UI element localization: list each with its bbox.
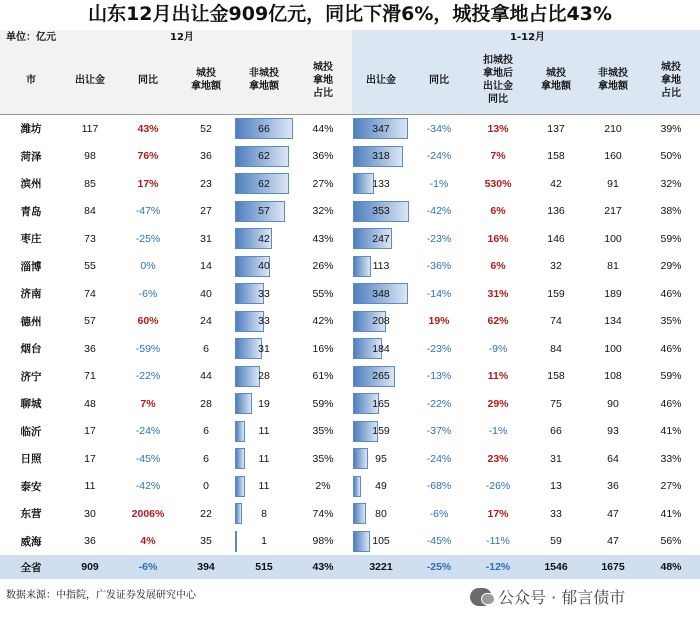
- cell-ytd_ct: 74: [550, 315, 562, 328]
- cell-ytd_revenue: 80: [375, 507, 387, 520]
- cell-ytd_ex_yoy: -1%: [488, 425, 508, 438]
- cell-city: 日照: [20, 453, 42, 466]
- cell-city: 潍坊: [20, 123, 42, 136]
- cell-dec_yoy: 4%: [140, 535, 156, 548]
- cell-ytd_ex_yoy: 31%: [487, 287, 509, 300]
- cell-city: 济南: [20, 288, 42, 301]
- total-dec-share: 43%: [312, 561, 334, 573]
- cell-dec_ct: 22: [200, 507, 212, 520]
- cell-dec_share: 26%: [312, 260, 334, 273]
- cell-dec_nonct: 40: [258, 260, 270, 273]
- table-row: [0, 170, 700, 198]
- cell-ytd_revenue: 318: [372, 150, 390, 163]
- cell-dec_revenue: 55: [84, 260, 96, 273]
- cell-dec_ct: 0: [203, 480, 209, 493]
- cell-ytd_yoy: -42%: [426, 205, 452, 218]
- column-header-row: [0, 46, 700, 114]
- cell-city: 临沂: [20, 425, 42, 438]
- cell-city: 淄博: [20, 260, 42, 273]
- cell-ytd_ct: 31: [550, 452, 562, 465]
- cell-dec_revenue: 17: [84, 425, 96, 438]
- cell-dec_ct: 24: [200, 315, 212, 328]
- cell-city: 青岛: [20, 205, 42, 218]
- cell-dec_yoy: -24%: [135, 425, 161, 438]
- cell-ytd_revenue: 353: [372, 205, 390, 218]
- cell-dec_share: 55%: [312, 287, 334, 300]
- cell-ytd_revenue: 95: [375, 452, 387, 465]
- total-city: 全省: [20, 561, 42, 574]
- cell-ytd_nonct: 160: [604, 150, 622, 163]
- cell-dec_share: 98%: [312, 535, 334, 548]
- total-ytd-yoy: -25%: [426, 561, 452, 573]
- cell-city: 菏泽: [20, 150, 42, 163]
- table-row: [0, 390, 700, 418]
- total-ytd-nonct: 1675: [601, 561, 625, 573]
- cell-dec_yoy: 60%: [137, 315, 159, 328]
- cell-ytd_revenue: 165: [372, 397, 390, 410]
- cell-ytd_nonct: 93: [607, 425, 619, 438]
- cell-city: 济宁: [20, 370, 42, 383]
- cell-ytd_ex_yoy: 17%: [487, 507, 509, 520]
- cell-ytd_revenue: 247: [372, 232, 390, 245]
- cell-ytd_ex_yoy: 6%: [490, 260, 506, 273]
- header-ytd-share: 城投 拿地 占比: [661, 61, 681, 99]
- cell-dec_revenue: 74: [84, 287, 96, 300]
- table-row: [0, 115, 700, 143]
- cell-dec_revenue: 73: [84, 232, 96, 245]
- cell-ytd_yoy: -23%: [426, 342, 452, 355]
- cell-dec_yoy: -42%: [135, 480, 161, 493]
- cell-ytd_ex_yoy: -9%: [488, 342, 508, 355]
- cell-ytd_ex_yoy: 11%: [487, 370, 509, 383]
- cell-dec_ct: 40: [200, 287, 212, 300]
- header-dec-share: 城投 拿地 占比: [313, 61, 333, 99]
- cell-dec_yoy: 43%: [137, 122, 159, 135]
- cell-ytd_revenue: 133: [372, 177, 390, 190]
- cell-ytd_share: 46%: [660, 397, 682, 410]
- cell-dec_revenue: 117: [81, 122, 99, 135]
- cell-dec_share: 43%: [312, 232, 334, 245]
- cell-dec_yoy: 0%: [140, 260, 156, 273]
- cell-ytd_ex_yoy: 16%: [487, 232, 509, 245]
- table-row: [0, 253, 700, 281]
- cell-ytd_ct: 33: [550, 507, 562, 520]
- cell-dec_share: 36%: [312, 150, 334, 163]
- cell-dec_yoy: -59%: [135, 342, 161, 355]
- cell-ytd_yoy: -22%: [426, 397, 452, 410]
- cell-dec_nonct: 66: [258, 122, 270, 135]
- cell-city: 烟台: [20, 343, 42, 356]
- cell-ytd_revenue: 208: [372, 315, 390, 328]
- cell-ytd_share: 33%: [660, 452, 682, 465]
- cell-ytd_yoy: -24%: [426, 150, 452, 163]
- cell-dec_nonct: 33: [258, 315, 270, 328]
- cell-dec_ct: 6: [203, 342, 209, 355]
- total-row: [0, 555, 700, 579]
- cell-ytd_ct: 158: [547, 150, 565, 163]
- cell-city: 泰安: [20, 480, 42, 493]
- cell-ytd_ex_yoy: -26%: [485, 480, 511, 493]
- cell-ytd_share: 46%: [660, 342, 682, 355]
- cell-dec_revenue: 17: [84, 452, 96, 465]
- cell-ytd_nonct: 36: [607, 480, 619, 493]
- cell-ytd_revenue: 105: [372, 535, 390, 548]
- cell-dec_revenue: 36: [84, 535, 96, 548]
- cell-ytd_revenue: 348: [372, 287, 390, 300]
- cell-dec_share: 61%: [312, 370, 334, 383]
- cell-ytd_share: 35%: [660, 315, 682, 328]
- cell-dec_revenue: 30: [84, 507, 96, 520]
- cell-dec_ct: 23: [200, 177, 212, 190]
- table-row: [0, 418, 700, 446]
- cell-ytd_revenue: 49: [375, 480, 387, 493]
- cell-ytd_ct: 59: [550, 535, 562, 548]
- cell-dec_revenue: 84: [84, 205, 96, 218]
- cell-dec_nonct: 57: [258, 205, 270, 218]
- cell-dec_nonct: 33: [258, 287, 270, 300]
- header-dec-revenue: 出让金: [75, 74, 105, 86]
- cell-dec_revenue: 11: [84, 480, 96, 493]
- cell-ytd_ct: 42: [550, 177, 562, 190]
- cell-dec_share: 27%: [312, 177, 334, 190]
- cell-city: 东营: [20, 508, 42, 521]
- cell-ytd_share: 41%: [660, 425, 682, 438]
- cell-dec_yoy: -25%: [135, 232, 161, 245]
- table-row: [0, 445, 700, 473]
- cell-ytd_ex_yoy: 62%: [487, 315, 509, 328]
- cell-dec_yoy: -6%: [138, 287, 158, 300]
- cell-ytd_nonct: 189: [604, 287, 622, 300]
- page-title: 山东12月出让金909亿元，同比下滑6%，城投拿地占比43%: [88, 3, 612, 25]
- cell-dec_ct: 44: [200, 370, 212, 383]
- cell-city: 滨州: [20, 178, 42, 191]
- cell-ytd_yoy: -6%: [429, 507, 449, 520]
- cell-dec_ct: 14: [200, 260, 212, 273]
- table-row: [0, 473, 700, 501]
- group-label-ytd: 1-12月: [510, 32, 546, 43]
- cell-ytd_nonct: 100: [604, 232, 622, 245]
- cell-ytd_ex_yoy: 23%: [487, 452, 509, 465]
- table-row: [0, 308, 700, 336]
- cell-ytd_revenue: 113: [372, 260, 390, 273]
- cell-ytd_nonct: 47: [607, 507, 619, 520]
- header-city: 市: [26, 74, 36, 86]
- cell-ytd_nonct: 81: [607, 260, 619, 273]
- cell-ytd_share: 50%: [660, 150, 682, 163]
- cell-city: 聊城: [20, 398, 42, 411]
- cell-dec_nonct: 28: [258, 370, 270, 383]
- header-ytd-yoy: 同比: [429, 74, 449, 86]
- cell-ytd_yoy: -23%: [426, 232, 452, 245]
- cell-dec_ct: 6: [203, 425, 209, 438]
- cell-ytd_revenue: 184: [372, 342, 390, 355]
- group-label-dec: 12月: [170, 32, 194, 43]
- cell-ytd_nonct: 108: [604, 370, 622, 383]
- cell-dec_share: 16%: [312, 342, 334, 355]
- cell-ytd_share: 41%: [660, 507, 682, 520]
- cell-ytd_ex_yoy: 6%: [490, 205, 506, 218]
- cell-ytd_share: 29%: [660, 260, 682, 273]
- total-ytd-ct: 1546: [544, 561, 568, 573]
- cell-ytd_share: 46%: [660, 287, 682, 300]
- cell-dec_yoy: -22%: [135, 370, 161, 383]
- cell-ytd_yoy: 19%: [428, 315, 450, 328]
- header-dec-ct: 城投 拿地额: [191, 68, 221, 92]
- cell-ytd_ct: 158: [547, 370, 565, 383]
- cell-dec_share: 2%: [315, 480, 331, 493]
- cell-dec_ct: 52: [200, 122, 212, 135]
- cell-ytd_revenue: 159: [372, 425, 390, 438]
- cell-city: 威海: [20, 535, 42, 548]
- cell-ytd_ct: 75: [550, 397, 562, 410]
- cell-dec_ct: 27: [200, 205, 212, 218]
- cell-ytd_share: 59%: [660, 370, 682, 383]
- cell-ytd_yoy: -1%: [429, 177, 449, 190]
- cell-dec_nonct: 1: [261, 535, 267, 548]
- cell-ytd_nonct: 134: [604, 315, 622, 328]
- cell-dec_nonct: 11: [258, 425, 270, 438]
- header-dec-nonct: 非城投 拿地额: [249, 68, 279, 92]
- cell-ytd_ex_yoy: 13%: [487, 122, 509, 135]
- cell-dec_nonct: 19: [258, 397, 270, 410]
- cell-ytd_ct: 84: [550, 342, 562, 355]
- header-ytd-ct: 城投 拿地额: [541, 68, 571, 92]
- cell-dec_nonct: 42: [258, 232, 270, 245]
- table-row: [0, 280, 700, 308]
- cell-ytd_ct: 66: [550, 425, 562, 438]
- header-ytd-nonct: 非城投 拿地额: [598, 68, 628, 92]
- cell-ytd_ct: 13: [550, 480, 562, 493]
- cell-dec_share: 35%: [312, 425, 334, 438]
- cell-ytd_ct: 146: [547, 232, 565, 245]
- table-row: [0, 225, 700, 253]
- cell-ytd_yoy: -45%: [426, 535, 452, 548]
- cell-ytd_share: 27%: [660, 480, 682, 493]
- cell-dec_ct: 6: [203, 452, 209, 465]
- cell-ytd_yoy: -14%: [426, 287, 452, 300]
- cell-ytd_nonct: 210: [604, 122, 622, 135]
- total-dec-revenue: 909: [81, 561, 99, 573]
- cell-ytd_share: 39%: [660, 122, 682, 135]
- table-row: [0, 335, 700, 363]
- cell-ytd_nonct: 47: [607, 535, 619, 548]
- cell-ytd_yoy: -68%: [426, 480, 452, 493]
- cell-ytd_yoy: -37%: [426, 425, 452, 438]
- cell-ytd_revenue: 347: [372, 122, 390, 135]
- header-dec-yoy: 同比: [138, 74, 158, 86]
- total-dec-yoy: -6%: [138, 561, 158, 573]
- cell-ytd_yoy: -36%: [426, 260, 452, 273]
- cell-ytd_yoy: -34%: [426, 122, 452, 135]
- watermark-text: 公众号 · 郁言债市: [498, 588, 626, 607]
- cell-ytd_revenue: 265: [372, 370, 390, 383]
- cell-dec_ct: 31: [200, 232, 212, 245]
- cell-ytd_ct: 137: [547, 122, 565, 135]
- cell-ytd_ex_yoy: -11%: [486, 535, 510, 548]
- cell-dec_nonct: 31: [258, 342, 270, 355]
- cell-dec_ct: 36: [200, 150, 212, 163]
- cell-ytd_yoy: -13%: [426, 370, 452, 383]
- cell-ytd_ct: 32: [550, 260, 562, 273]
- header-ytd-ex-yoy: 扣城投 拿地后 出让金 同比: [483, 55, 513, 105]
- header-ytd-revenue: 出让金: [366, 74, 396, 86]
- total-ytd-ex-yoy: -12%: [485, 561, 511, 573]
- total-ytd-revenue: 3221: [369, 561, 393, 573]
- cell-dec_share: 74%: [312, 507, 334, 520]
- table-row: [0, 528, 700, 556]
- total-dec-ct: 394: [197, 561, 215, 573]
- cell-ytd_share: 38%: [660, 205, 682, 218]
- cell-dec_yoy: -45%: [135, 452, 161, 465]
- cell-dec_share: 35%: [312, 452, 334, 465]
- group-header-band: [0, 30, 700, 46]
- table-row: [0, 198, 700, 226]
- watermark: [470, 585, 625, 608]
- cell-dec_revenue: 36: [84, 342, 96, 355]
- cell-dec_nonct: 11: [258, 480, 270, 493]
- cell-dec_nonct: 62: [258, 177, 270, 190]
- table-row: [0, 500, 700, 528]
- cell-dec_ct: 35: [200, 535, 212, 548]
- cell-dec_share: 42%: [312, 315, 334, 328]
- cell-dec_revenue: 98: [84, 150, 96, 163]
- cell-ytd_nonct: 217: [604, 205, 622, 218]
- cell-ytd_share: 59%: [660, 232, 682, 245]
- unit-label: 单位：亿元: [6, 32, 56, 43]
- cell-ytd_share: 56%: [660, 535, 682, 548]
- total-dec-nonct: 515: [255, 561, 273, 573]
- cell-dec_ct: 28: [200, 397, 212, 410]
- table-row: [0, 363, 700, 391]
- cell-ytd_nonct: 91: [607, 177, 619, 190]
- cell-dec_revenue: 57: [84, 315, 96, 328]
- total-ytd-share: 48%: [660, 561, 682, 573]
- cell-dec_yoy: 76%: [137, 150, 159, 163]
- cell-dec_share: 59%: [312, 397, 334, 410]
- cell-ytd_share: 32%: [660, 177, 682, 190]
- cell-dec_share: 44%: [312, 122, 334, 135]
- cell-city: 枣庄: [20, 233, 42, 246]
- cell-dec_yoy: -47%: [135, 205, 161, 218]
- cell-dec_revenue: 71: [84, 370, 96, 383]
- cell-ytd_nonct: 64: [607, 452, 619, 465]
- cell-city: 德州: [20, 315, 42, 328]
- cell-ytd_yoy: -24%: [426, 452, 452, 465]
- cell-ytd_ex_yoy: 29%: [487, 397, 509, 410]
- cell-ytd_ex_yoy: 530%: [484, 177, 512, 190]
- cell-dec_yoy: 7%: [140, 397, 156, 410]
- cell-ytd_nonct: 100: [604, 342, 622, 355]
- cell-dec_revenue: 85: [84, 177, 96, 190]
- cell-dec_nonct: 8: [261, 507, 267, 520]
- source-note: 数据来源：中指院，广发证券发展研究中心: [6, 590, 196, 601]
- cell-ytd_ex_yoy: 7%: [490, 150, 506, 163]
- cell-ytd_ct: 136: [547, 205, 565, 218]
- cell-dec_share: 32%: [312, 205, 334, 218]
- cell-dec_revenue: 48: [84, 397, 96, 410]
- table-row: [0, 143, 700, 171]
- cell-dec_yoy: 17%: [137, 177, 159, 190]
- cell-dec_nonct: 11: [258, 452, 270, 465]
- cell-ytd_ct: 159: [547, 287, 565, 300]
- cell-dec_nonct: 62: [258, 150, 270, 163]
- wechat-icon: [470, 588, 492, 606]
- cell-ytd_nonct: 90: [607, 397, 619, 410]
- cell-dec_yoy: 2006%: [131, 507, 165, 520]
